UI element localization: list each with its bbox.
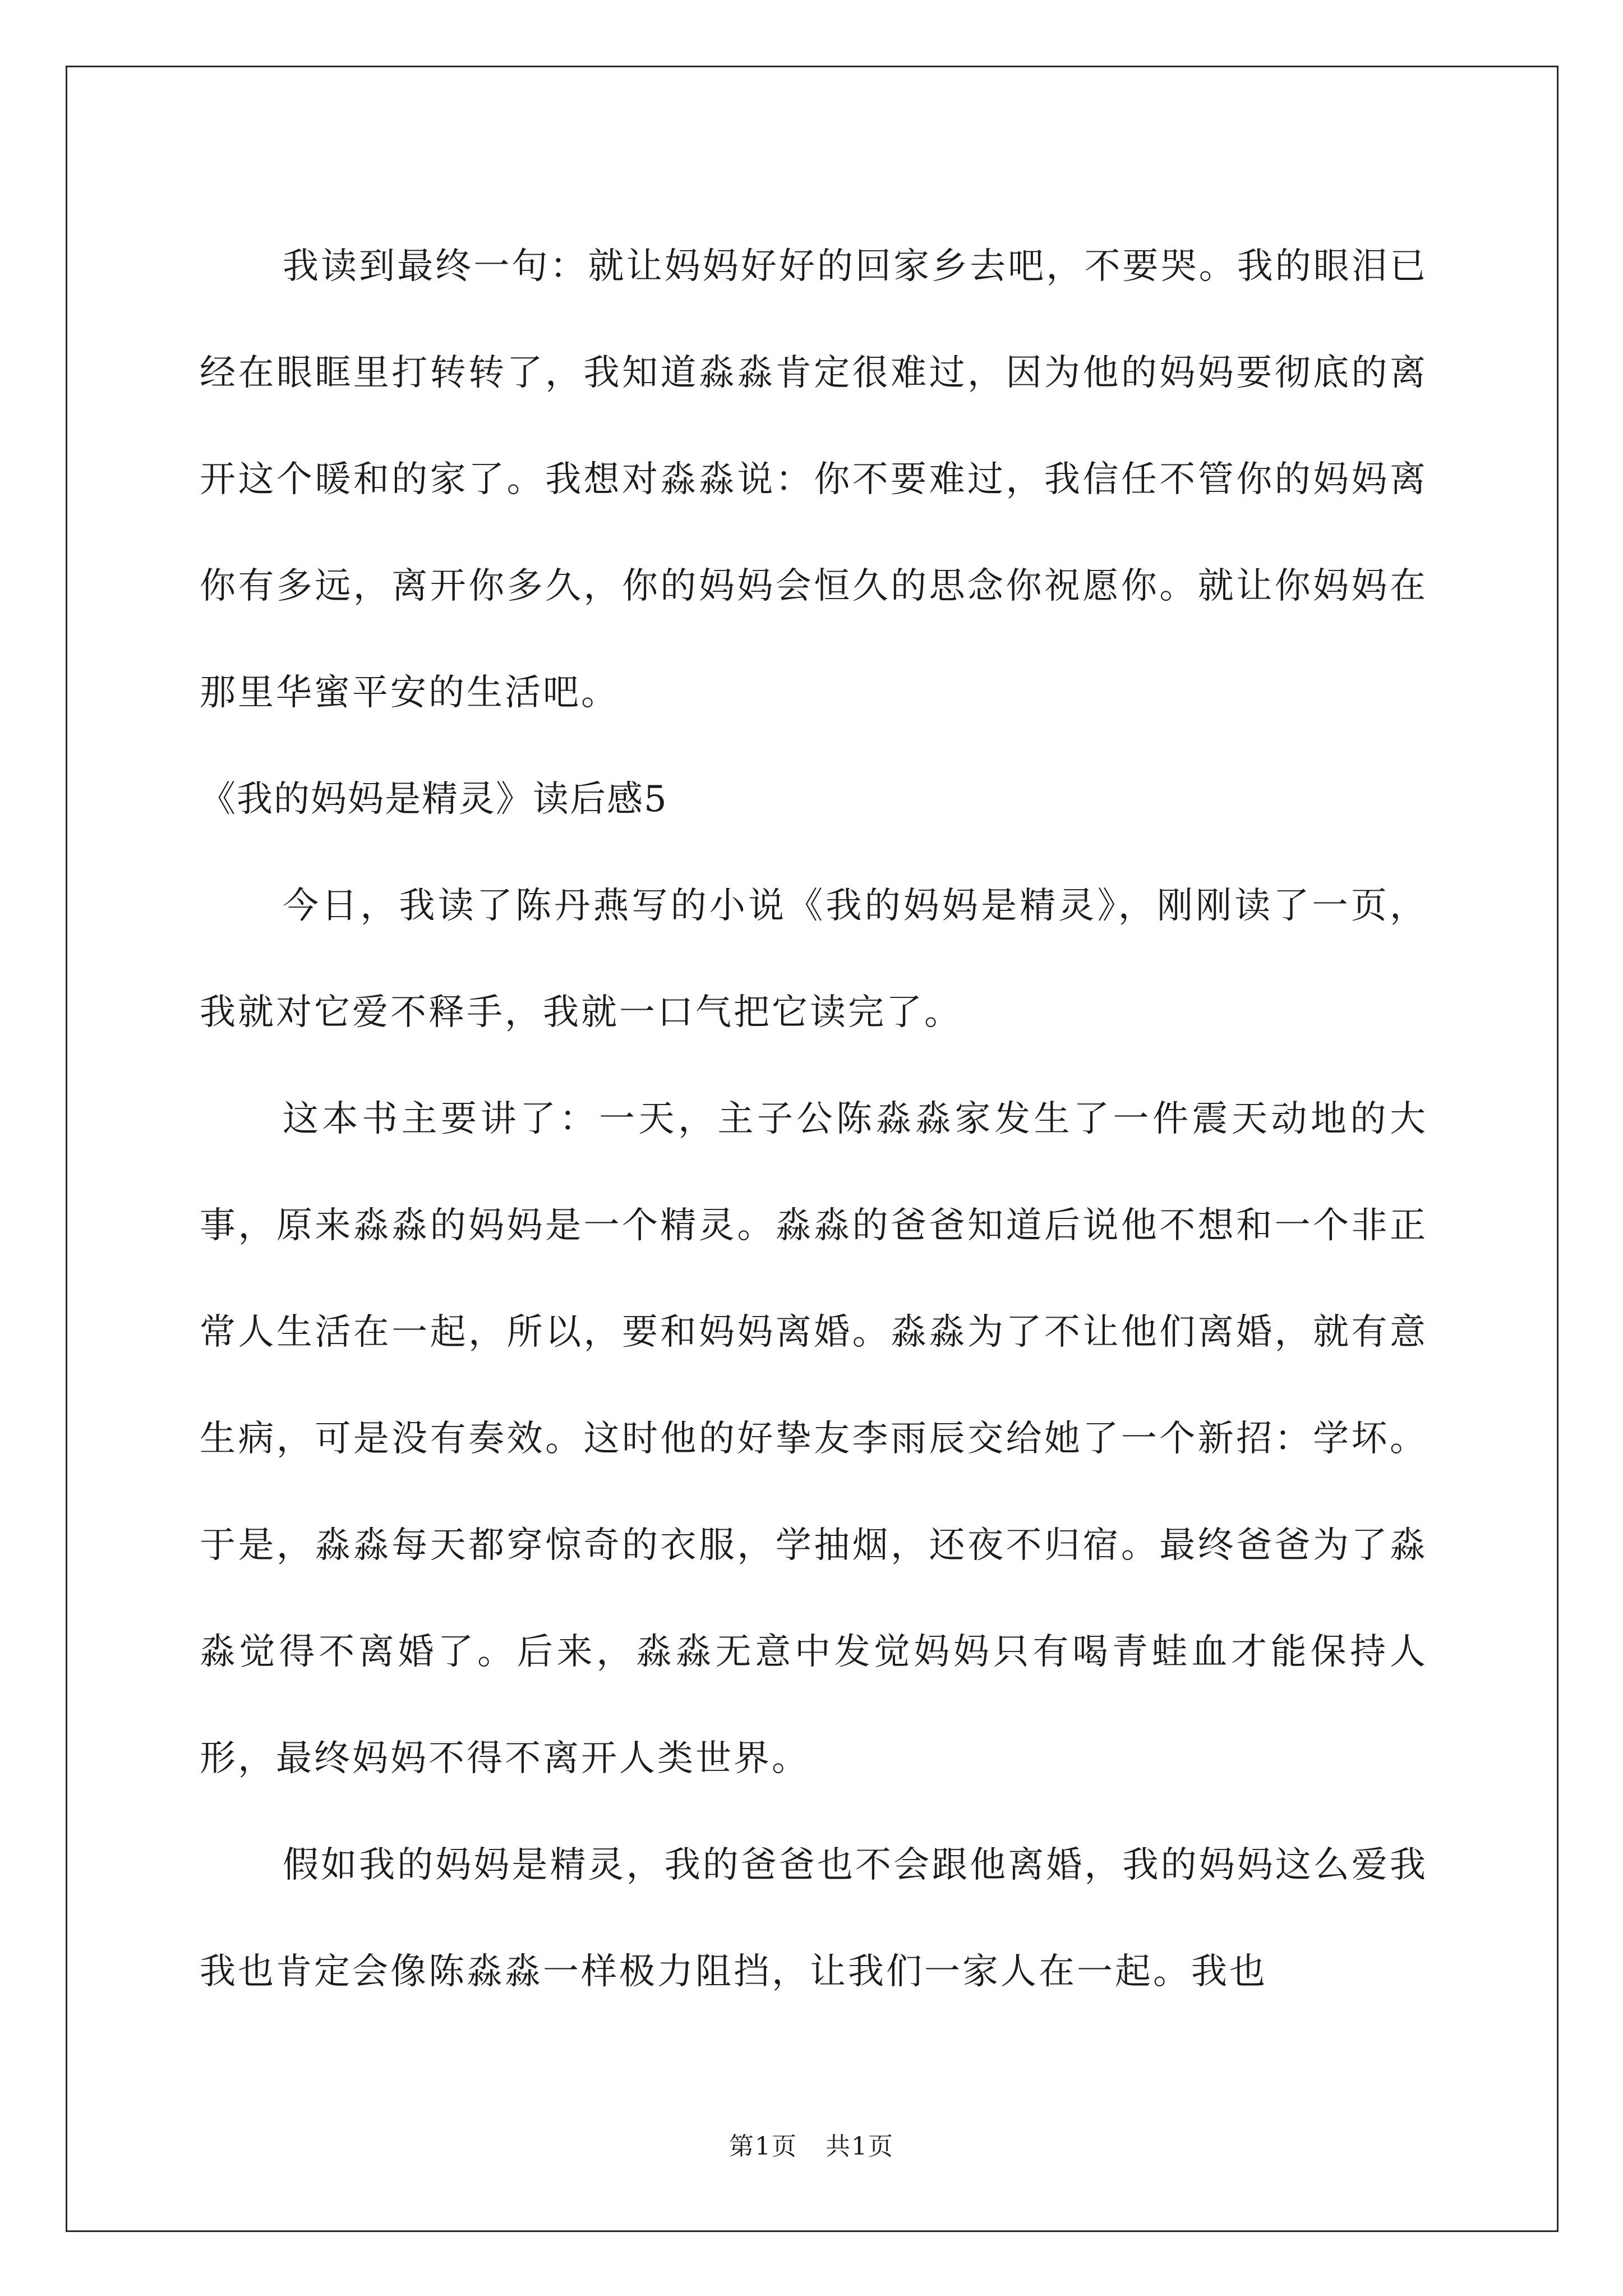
section-heading: 《我的妈妈是精灵》读后感5 (200, 779, 668, 820)
page-footer (0, 2126, 1623, 2162)
document-body (200, 213, 1428, 2025)
page-total: 共1页 (826, 2132, 894, 2161)
paragraph: 我读到最终一句：就让妈妈好好的回家乡去吧，不要哭。我的眼泪已经在眼眶里打转转了，我知道淼淼肯定很难过，因为他的妈妈要彻底的离开这个暖和的家了。我想对淼淼说：你不要难过，我信任不管你的妈妈离你有多远，离开你多久，你的妈妈会恒久的思念你祝愿你。就让你妈妈在那里华蜜平安的生活吧。 (200, 246, 1428, 714)
paragraph: 这本书主要讲了：一天，主子公陈淼淼家发生了一件震天动地的大事，原来淼淼的妈妈是一个精灵。淼淼的爸爸知道后说他不想和一个非正常人生活在一起，所以，要和妈妈离婚。淼淼为了不让他们离婚，就有意生病，可是没有奏效。这时他的好挚友李雨辰交给她了一个新招：学坏。于是，淼淼每天都穿惊奇的衣服，学抽烟，还夜不归宿。最终爸爸为了淼淼觉得不离婚了。后来，淼淼无意中发觉妈妈只有喝青蛙血才能保持人形，最终妈妈不得不离开人类世界。 (200, 1098, 1428, 1779)
page-number: 第1页 (729, 2132, 797, 2161)
paragraph: 假如我的妈妈是精灵，我的爸爸也不会跟他离婚，我的妈妈这么爱我我也肯定会像陈淼淼一样极力阻挡，让我们一家人在一起。我也 (200, 1844, 1428, 1993)
paragraph: 今日，我读了陈丹燕写的小说《我的妈妈是精灵》，刚刚读了一页，我就对它爱不释手，我就一口气把它读完了。 (200, 885, 1428, 1033)
